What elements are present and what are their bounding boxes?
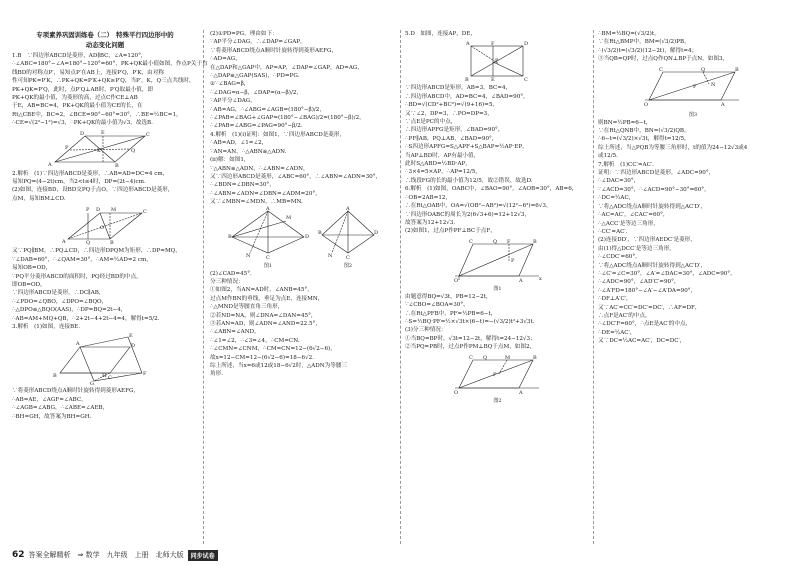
text-line: ∵在Rt△BMP中，BM=(√3/2)PB， [598,39,690,46]
text-line: ∴∠DC′F=60°，∴点E是AC′的中点， [598,321,692,328]
text-line: ①当BQ=BP时，√3t=12−2t，解得t=24−12√3； [405,335,536,342]
svg-text:C: C [659,66,663,73]
footer-tag: 同步试卷 [188,550,218,561]
svg-text:M: M [111,207,117,214]
text-line: ∵AP平分∠DAG， [210,98,256,105]
svg-text:D: D [131,343,136,350]
svg-text:B: B [53,373,57,380]
text-line: 当AP⊥BD时，AP有最小值， [405,152,480,159]
svg-text:A: A [62,239,66,246]
svg-text:Q: Q [131,147,136,154]
svg-text:D: D [523,41,528,48]
svg-text:Q: Q [492,238,497,245]
text-line: ①如图2，当AN=AD时，∠ANB=45°， [210,287,313,294]
svg-text:C: C [468,238,473,245]
svg-text:M: M [504,354,510,361]
text-line: ∴3×4=5×AP，∴AP=12/5， [405,169,481,176]
q3-solution [12,323,198,331]
text-line: ∴CC′=AC′. [598,228,628,235]
text-line: 证明：∵四边形ABCD是菱形，∠ADC=90°， [598,170,715,177]
text-line: 则BN=½PB=6−t， [598,119,652,126]
text-line: 由(1)得△DCC′是等边三角形， [598,245,675,252]
q6-part3-solution [598,30,788,64]
svg-text:B: B [110,240,114,247]
q1-solution [12,52,208,128]
text-line: ∴∠DAC=30°， [598,178,640,185]
text-line: ∴DF⊥A′C′， [598,296,632,303]
svg-text:C: C [468,354,473,361]
text-line: ∴DC=½AC， [598,195,635,202]
svg-text:M: M [286,214,292,221]
svg-text:A: A [48,161,52,168]
text-line: ②当PQ=PB时，过点P作PM⊥BQ于点M，如图2， [405,344,536,351]
text-line: ∴BD=√(CD²+BC²)=√(9+16)=5， [405,102,499,109]
text-line: (2)如图，连接BD，设BD交PQ于点O，∵四边形ABCD是菱形， [12,187,174,194]
q5-figure [463,40,533,82]
text-line: ∴AB=AD，∠1=∠2， [210,140,268,147]
svg-text:A: A [266,205,270,212]
svg-text:C: C [266,254,270,261]
text-line: ∴CE=√(2²−1²)=√3，∴PK+QK的最小值为√3，故选B. [12,120,153,127]
svg-text:A: A [518,277,523,284]
text-line: 1.B ∵四边形ABCD是菱形，AD∥BC，∠A=120°， [12,53,147,59]
text-line: 又∵PQ∥BM，∴PQ⊥CD，∴四边形DPQM为矩形，∴DP=MQ， [12,248,181,255]
q5-solution-cont [405,84,590,185]
q5-solution [405,30,590,38]
column-divider [593,30,594,544]
text-line: 又∵∠MBN=∠MDN，∴MB=MN. [210,199,303,206]
text-line: ∵将△ADC绕点A顺时针旋转得到△AC′D′， [598,203,706,210]
text-line: ∴DE=½AC′， [598,329,636,336]
svg-text:H: H [102,373,107,380]
text-line: ∴在Rt△PFB中，PF=½PB=6−t， [405,310,497,317]
q2-solution-cont [12,247,198,323]
svg-text:B: B [115,162,119,169]
text-line: 6.解析 (1)如图，OABC中，∠BAO=90°，∠AOB=30°，AB=6， [405,186,578,193]
text-line: (2)∠CAD=45°. [210,270,252,277]
text-line: ∴在Rt△OAB中，OA=√(OB²−AB²)=√(12²−6²)=6√3， [405,203,552,210]
text-line: ∴线段FG的长的最小值为12/5，故②错误，故选D. [405,177,533,184]
text-line: 综上所述，当△PQB为等腰三角形时，t的值为24−12√3或4 [598,144,748,151]
text-line: 又∵AC′=CC′=DC′=DC′，∴AF=DF， [598,304,701,311]
text-line: ∴(√3/2)t=(√3/2)(12−2t)，解得t=4； [598,47,698,54]
q3-part2-solution [210,30,396,131]
column-divider [400,30,401,544]
text-line: ∴∠AGB=∠ABG，∴∠ABE=∠AEB， [12,405,109,412]
text-line: 线BD的对称点P′，易知点P′在AB上，连接P′Q，P′K，由对称 [12,69,164,76]
figure-caption: 图1 [263,262,273,269]
text-line: ∵在Rt△QNB中，BN=(√3/2)QB， [598,128,690,135]
text-line: ∴AB=AE，∠AGF=∠ABC， [12,396,87,403]
text-line: ∵四边形ABCD是菱形，∴DC∥AB， [12,290,105,297]
text-line: 5.D 如图，连接AP，DE， [405,31,476,37]
svg-text:E: E [101,129,105,136]
q4-solution [210,131,396,207]
text-line: ∴△MND是等腰直角三角形， [210,304,284,311]
svg-text:P: P [65,144,69,151]
text-line: ∴∠ABN=∠ADN=∠DBN=∠ADM=20°， [210,190,321,197]
svg-text:K: K [97,147,101,154]
text-line: ∴∠ABN=∠AND， [210,329,260,336]
text-line: ∴四边形ABCD中，AD=BC=4，∠BAD=90°， [405,93,529,100]
svg-text:B: B [228,233,232,240]
text-line: ③若AN=AD，则∠ADN=∠AND=22.5°， [210,320,321,327]
text-line: ∴∠1=∠2，∴∠3=∠4，∴CM=CN. [210,337,300,344]
text-line: ∴∠DAG=α−β，∠DAP=(α−β)/2， [210,89,302,96]
text-line: 易知OB=OD， [12,265,52,272]
page-number: 62 [12,550,25,560]
text-line: ②若ND=NA，则∠DNA=∠DAN=45°， [210,312,317,319]
text-line: Rt△CBE中，BC=2，∠BCE=90°−60°=30°，∴BE=½BC=1， [12,111,182,118]
page-footer [12,548,218,562]
text-line: ∴AB=AG，∴∠ABG=∠AGB=(180°−β)/2， [210,106,325,113]
text-line: 易知PQ=(4−2t)cm，当2<t≤4时，DP=(2t−4)cm. [12,179,146,186]
text-line: 故x=12−CM=12−(6√2−6)=18−6√2. [210,354,314,361]
text-line: 在△DAP和△GAP中，AP=AP，∠DAP=∠GAP，AD=AG， [210,64,363,71]
column-4 [598,30,788,544]
text-line: ∴∠ABC=180°−∠A=180°−120°=60°，PK+QK最小值如图，作点P关于直 [12,61,208,68]
text-line: 综上所述，当x=6或12或18−6√2时，△ADN为等腰三 [210,363,348,369]
text-line: 4.解析 (1)(i)证明：如图1，∵四边形ABCD是菱形， [210,131,346,138]
svg-text:B: B [735,66,739,73]
column-2 [210,30,396,544]
text-line: ∴△DPO≌△BQO(AAS)，∴DP=BQ=2t−4， [12,307,127,314]
text-line: ∴四边形APFG是矩形，∠BAD=90°， [405,127,504,134]
q4-figure-1 [228,207,308,270]
text-line: ∵∠DAB=60°，∴∠QAM=30°，∴AM=½AD=2 cm， [12,256,152,263]
figure-caption: 图2 [493,397,502,404]
text-line: ∴AB=AM+MQ+QB，∴2+2t−4+2t−4=4，解得t=5/2. [12,315,160,322]
text-line: ∴OB=2AB=12， [405,194,452,201]
q6-solution-cont [405,293,590,352]
svg-text:E: E [490,77,495,84]
figure-caption: 图1 [493,285,502,292]
text-line: ∵点E是PC的中点， [405,119,457,126]
svg-text:B: B [464,77,469,84]
text-line: ∵PQ平分菱形ABCD的面积时，PQ经过BD的中点， [12,273,142,280]
q3-solution-cont [12,387,198,421]
svg-text:G: G [90,381,94,388]
svg-text:E: E [129,333,133,340]
text-line: 分三种情况： [210,278,244,285]
svg-text:O: O [453,389,458,396]
text-line: ∵将△ADC绕点A顺时针旋转得到△AC′D′， [598,262,706,269]
svg-text:N: N [328,252,333,259]
text-line: ∵将菱形ABCD绕点A顺时针旋转得到菱形AEFG， [12,388,140,395]
section-title: 专项素养巩固训练卷（二） 特殊平行四边形中的 [36,31,174,39]
svg-text:B: B [318,229,322,236]
text-line: ∵∠ACD=30°，∴∠ACD=90°−30°=60°， [598,186,710,193]
text-line: 由题意得BQ=√3t，PB=12−2t， [405,293,492,300]
text-line: ∴S=½BQ·PF=½×√3t×(6−t)=−(√3/2)t²+3√3t. [405,318,535,325]
text-line: 或12/5. [598,153,618,160]
svg-text:O: O [100,225,105,232]
section-title-line2: 动态变化问题 [85,41,125,49]
text-line: (2)连接DD′，∵四边形AEDC′是菱形， [598,237,696,244]
svg-text:P: P [86,207,90,214]
footer-text: 答案全解精析 ⇒ 数学 九年级 上册 北师大版 [28,551,184,559]
q6-figure-2 [405,354,590,405]
q4-figures [210,207,396,270]
text-line: ∴AD=AG， [210,56,241,63]
text-line: 2.解析 (1)∵四边形ABCD是菱形，∴AB=AD=DC=4 cm， [12,170,169,177]
svg-text:A: A [721,101,725,108]
text-line: 又∵∠2，DP=3，∴PO=DP=3， [405,110,493,117]
text-line: (2)①PD=PG，理由如下： [210,31,278,37]
svg-text:A: A [465,41,470,48]
svg-text:C: C [143,209,147,216]
text-line: ∴PF∥AB，PQ⊥AB，∠BAD=90°， [405,135,498,142]
text-line: ③当QB=QP时，过点Q作QN⊥BP于点N，如图3， [598,56,729,63]
svg-text:F: F [143,371,147,378]
text-line: ∴∠PDO=∠QBO，∠DPO=∠BQO， [12,298,108,305]
text-line: ∵△ABN≌△ADN，∴∠ABN=∠ADN， [210,165,309,172]
svg-text:Q: Q [86,240,91,247]
text-line: ∴∠CDC′=60°， [598,254,641,261]
q6-figure-3 [598,66,788,119]
text-line: ∵四边形OABC的周长为2(6√3+6)=12+12√3， [405,211,531,218]
svg-text:C: C [523,77,528,84]
column-3 [405,30,590,544]
q2-solution [12,170,198,204]
svg-text:A: A [518,389,523,396]
figure-caption: 图3 [688,111,698,118]
text-line: ∵将菱形ABCD绕点A顺时针旋转得到菱形AEFG， [210,47,338,54]
q4-solution-cont [210,270,396,379]
q7-solution [598,161,788,346]
text-line: (ii)解：如图1， [210,157,250,164]
text-line: 过点M作BN的垂线，垂足为点E，连接MN， [210,295,324,302]
svg-text:N: N [711,81,716,88]
q4-figure-2 [318,207,378,270]
column-1 [12,30,208,544]
figure-caption: 图2 [343,262,353,269]
svg-text:P: P [510,257,514,264]
text-line: PK+QK=P′Q，此时，点P′Q⊥AB时，P′Q取最小值，即 [12,86,154,93]
svg-text:A: A [76,341,80,348]
text-line: (3)分三种情况： [405,327,447,334]
text-line: ∴6−t=(√3/2)×√3t，解得t=12/5， [598,136,690,143]
text-line: ∴BH=GH，故答案为BH=GH. [12,413,92,420]
svg-text:B: B [532,354,537,361]
text-line: ∴点F是AC′的中点， [598,312,651,319]
text-line: (2)如图1，过点P作PF⊥BC于点F， [405,228,496,235]
text-line: ∵∠CBO=∠BOA=30°， [405,302,469,309]
text-line: ∴△ACC′是等边三角形， [598,220,659,227]
text-line: 又∵DC=½AC=AC′，DC=DC′， [598,338,686,345]
text-line: 点M，易知BM⊥CD. [12,195,66,202]
text-line: ∴∠PAB=∠ABG=∠PAG=90°−β/2. [210,123,303,130]
text-line: 7.解析 (1)CC′=AC′. [598,161,654,168]
svg-text:F: F [490,41,494,48]
svg-text:x: x [538,275,542,282]
svg-text:B: B [532,238,537,245]
text-line: ∴AC=AC′，∠CAC′=60°， [598,212,669,219]
text-line: 即OB=OD， [12,281,46,288]
text-line: 故答案为12+12√3. [405,219,456,226]
text-line: ∴∠A′FD=180°−∠A′−∠A′DA=90°， [598,287,697,294]
svg-text:C: C [108,375,112,382]
text-line: 性可知PK=P′K，∴PK+QK=P′K+QK≥P′Q，当P′，K，Q三点共线时， [12,78,195,85]
text-line: 于E，AB=BC=4，PK+QK的最小值为CE的长，在 [12,103,143,110]
svg-text:O: O [644,101,649,108]
svg-text:P: P [693,83,697,90]
text-line: 又∵四边形ABCD是菱形，∠ABC=60°，∴∠ABN=∠ADN=30°， [210,173,382,180]
column-divider [203,30,204,544]
q1-figure [45,130,165,168]
text-line: ∴∠CMN=∠CNM，∴CM=CN=12−(6√2−6)， [210,346,336,353]
text-line: 角形. [210,371,223,378]
svg-text:D: D [305,233,310,240]
svg-text:D: D [80,130,85,137]
svg-text:Q: Q [701,66,706,73]
text-line: ∴∠PAB=∠BAG+∠GAP=(180°−∠BAG)/2=(180°−β)/2， [210,115,365,122]
svg-text:F: F [506,238,510,245]
q6-part3-solution-cont [598,119,788,161]
svg-text:P: P [494,58,498,65]
q2-figure [60,205,150,245]
svg-text:D: D [96,207,101,214]
text-line: ∴BM=½BQ=(√3/2)t， [598,31,660,37]
text-line: ∵四边形ABCD是矩形，AB=3，BC=4， [405,85,512,92]
svg-text:N: N [246,252,251,259]
svg-text:C: C [346,254,350,261]
text-line: ∵AN=AN，∴△ABN≌△ADN. [210,148,287,155]
text-line: ∵AP平分∠DAG，∴∠DAP=∠GAP， [210,39,306,46]
text-line: ∴S四边形APFG=S△APF+S△BAP=½AP·EP， [405,144,528,151]
text-line: 3.解析 (1)如图，连接BE. [12,323,80,330]
svg-text:Q: Q [482,354,487,361]
text-line: ∴∠ADC=90°，∠AD′C′=90°， [598,279,680,286]
text-line: ∴∠C′=∠C=30°，∠A′=∠DAC=30°，∠ADC=90°， [598,270,736,277]
text-line: 此时S△ABD=½BD·AP， [405,161,471,168]
text-line: ∴∠BDN=∠DBN=30°， [210,182,275,189]
svg-text:C: C [146,131,150,138]
svg-text:P: P [492,371,496,378]
svg-text:O: O [453,277,458,284]
q6-figure-1 [405,238,590,293]
text-line: PK+QK的最小值，为菱形的高，过点C作CE⊥AB [12,95,138,102]
svg-text:D: D [374,229,379,236]
text-line: ②∵∠BAG=β， [210,81,250,88]
q6-solution [405,185,590,235]
svg-text:A: A [346,205,350,212]
text-line: ∴△DAP≌△GAP(SAS)，∴PD=PG. [210,73,300,80]
q3-figure [50,333,160,388]
